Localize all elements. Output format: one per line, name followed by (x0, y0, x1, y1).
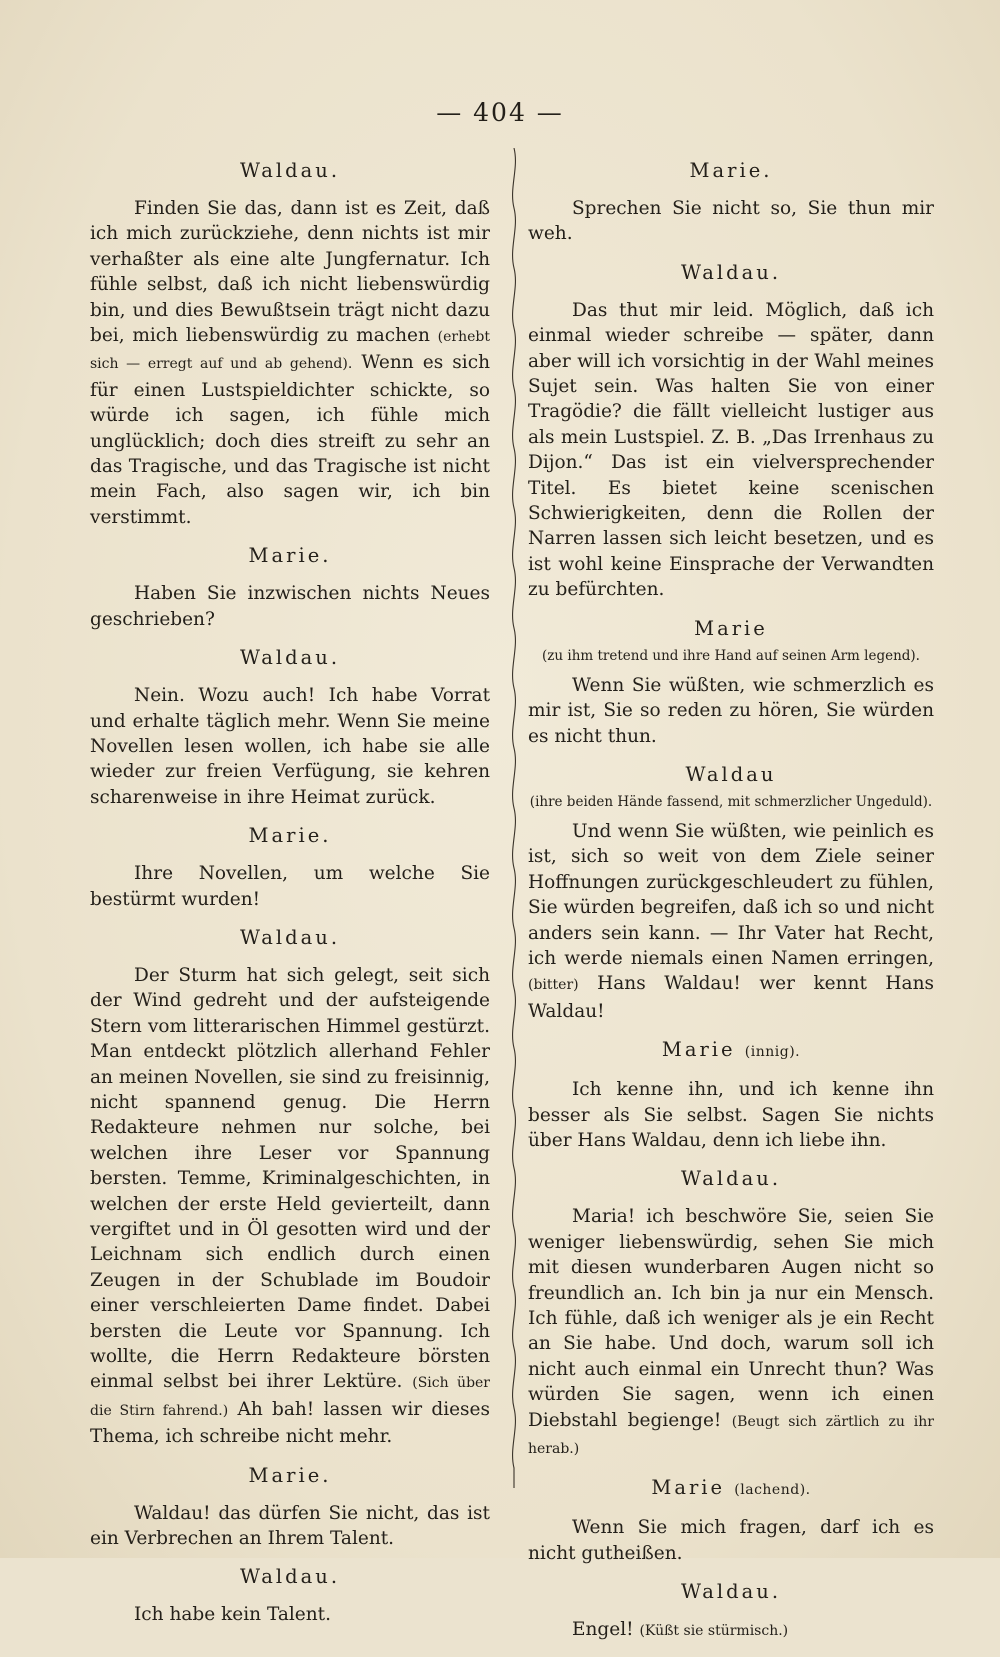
dialogue-text: Engel! (572, 1619, 634, 1641)
speaker-name (90, 644, 490, 672)
speaker-label: Marie. (248, 544, 332, 568)
speaker-label: Waldau. (680, 1580, 782, 1604)
speaker-name (90, 822, 490, 850)
speaker-label: Waldau. (239, 159, 341, 182)
dialogue-paragraph (90, 581, 490, 632)
stage-direction: (Beugt sich zärtlich zu ihr herab.) (528, 1413, 934, 1458)
dialogue-text: Hans Waldau! wer kennt Hans Waldau! (528, 973, 934, 1022)
speaker-label: Waldau. (239, 925, 341, 949)
speaker-label: Marie (651, 1476, 726, 1500)
speaker-name (90, 1462, 490, 1490)
speaker-label: Waldau. (680, 260, 782, 284)
speaker-name (528, 259, 934, 287)
dialogue-text: Ah bah! lassen wir dieses Thema, ich schreibe nicht mehr. (90, 1398, 490, 1448)
speaker-label: Waldau (685, 762, 777, 786)
speaker-label: Marie. (248, 824, 332, 848)
dialogue-text: Waldau! das dürfen Sie nicht, das ist ein Verbrechen an Ihrem Talent. (90, 1502, 490, 1550)
speaker-name (90, 924, 490, 952)
speaker-label: Marie. (248, 1463, 332, 1487)
speaker-name (528, 1165, 934, 1193)
speaker-label: Marie. (689, 159, 773, 182)
speaker-name (528, 1474, 934, 1504)
dialogue-text: Maria! ich beschwöre Sie, seien Sie weniger liebenswürdig, sehen Sie mich mit diesen wunderbaren Augen nicht so freundlich an. Ich bin ja nur ein Mensch. Ich fühle, daß ich weniger als je ein Recht an Sie habe. Und doch, warum soll ich nicht auch einmal ein Unrecht thun? Was würden Sie sagen, wenn ich einen Diebstahl begienge! (528, 1206, 934, 1431)
dialogue-text: Wenn es sich für einen Lustspieldichter schickte, so würde ich sagen, ich fühle mich unglücklich; doch dies streift zu sehr an das Tragische, und das Tragische ist nicht mein Fach, also sagen wir, ich bin verstimmt. (90, 352, 490, 528)
dialogue-text: Das thut mir leid. Möglich, daß ich einmal wieder schreibe — später, dann aber will ich vorsichtig in der Wahl meines Sujet sein. Was halten Sie von einer Tragödie? die fällt vielleicht lustiger aus als mein Lustspiel. Z. B. „Das Irrenhaus zu Dijon.“ Das ist ein vielversprechender Titel. Es bietet keine scenischen Schwierigkeiten, denn die Rollen der Narren lassen sich leicht besetzen, und es ist wohl keine Einsprache der Verwandten zu befürchten. (528, 299, 934, 601)
stage-direction: (Küßt sie stürmisch.) (639, 1623, 789, 1640)
dialogue-paragraph (90, 196, 490, 530)
dialogue-paragraph (90, 861, 490, 912)
dialogue-paragraph (528, 298, 934, 603)
dialogue-paragraph (90, 683, 490, 810)
dialogue-paragraph (90, 1501, 490, 1552)
dialogue-paragraph (528, 673, 934, 749)
left-column (90, 150, 490, 1640)
speaker-name (90, 1563, 490, 1591)
dialogue-paragraph (528, 1077, 934, 1153)
speaker-label: Waldau. (680, 1167, 782, 1191)
speaker-label: Waldau. (239, 646, 341, 670)
dialogue-text: Ihre Novellen, um welche Sie bestürmt wurden! (90, 863, 490, 910)
dialogue-text: Finden Sie das, dann ist es Zeit, daß ich mich zurückziehe, denn nichts ist mir verhaßter als eine alte Jungfernatur. Ich fühle selbst, daß ich nicht liebenswürdig bin, und dies Bewußtsein trägt nicht dazu bei, mich liebenswürdig zu machen (90, 198, 490, 347)
speaker-name (528, 615, 934, 643)
right-column (528, 150, 934, 1657)
stage-direction: (ihre beiden Hände fassend, mit schmerzlicher Ungeduld). (529, 793, 933, 810)
speaker-label: Waldau. (239, 1565, 341, 1589)
speaker-name (528, 761, 934, 789)
dialogue-paragraph (528, 1515, 934, 1566)
speaker-name (528, 1036, 934, 1066)
dialogue-paragraph (90, 1602, 490, 1627)
stage-direction: (innig). (744, 1044, 801, 1061)
column-divider (508, 148, 520, 1488)
stage-direction: (erhebt sich — erregt auf und ab gehend). (90, 329, 490, 373)
dialogue-paragraph (90, 963, 490, 1450)
dialogue-text: Ich kenne ihn, und ich kenne ihn besser als Sie selbst. Sagen Sie nichts über Hans Waldau, denn ich liebe ihn. (528, 1079, 934, 1151)
stage-direction: (lachend). (734, 1482, 811, 1499)
speaker-name (528, 157, 934, 185)
dialogue-text: Wenn Sie wüßten, wie schmerzlich es mir ist, Sie so reden zu hören, Sie würden es nicht thun. (528, 674, 934, 747)
dialogue-paragraph (528, 196, 934, 247)
stage-direction: (Sich über die Stirn fahrend.) (90, 1375, 491, 1419)
stage-direction: (zu ihm tretend und ihre Hand auf seinen Arm legend). (542, 647, 920, 664)
dialogue-text: Ich habe kein Talent. (134, 1604, 331, 1626)
dialogue-paragraph (528, 1617, 934, 1644)
dialogue-text: Sprechen Sie nicht so, Sie thun mir weh. (528, 198, 934, 245)
speaker-label: Marie (694, 616, 768, 640)
dialogue-text: Wenn Sie mich fragen, darf ich es nicht gutheißen. (528, 1517, 934, 1564)
speaker-name (90, 157, 490, 185)
dialogue-text: Und wenn Sie wüßten, wie peinlich es ist, sich so weit von dem Ziele seiner Hoffnungen zurückgeschleudert zu fühlen, Sie würden begreifen, daß ich so und nicht anders sein kann. — Ihr Vater hat Recht, ich werde niemals einen Namen erringen, (528, 820, 934, 969)
dialogue-paragraph (528, 1204, 934, 1462)
dialogue-text: Haben Sie inzwischen nichts Neues geschrieben? (90, 583, 490, 630)
dialogue-text: Nein. Wozu auch! Ich habe Vorrat und erhalte täglich mehr. Wenn Sie meine Novellen lesen wollen, ich habe sie alle wieder zur freien Verfügung, sie kehren scharenweise in ihre Heimat zurück. (90, 685, 490, 808)
speaker-name (90, 542, 490, 570)
dialogue-paragraph (528, 819, 934, 1024)
page-number: — 404 — (436, 98, 564, 127)
dialogue-text: Der Sturm hat sich gelegt, seit sich der Wind gedreht und der aufsteigende Stern vom litterarischen Himmel gestürzt. Man entdeckt plötzlich allerhand Fehler an meinen Novellen, sie sind zu freisinnig, nicht spannend genug. Die Herrn Redakteure nehmen nur solche, bei welchen ihre Leser vor Spannung bersten. Temme, Kriminalgeschichten, in welchen der erste Held gevierteilt, dann vergiftet und in Öl gesotten wird und der Leichnam sich endlich durch einen Zeugen in der Schublade im Boudoir einer verschleierten Dame findet. Dabei bersten die Leute vor Spannung. Ich wollte, die Herrn Redakteure börsten einmal selbst bei ihrer Lektüre. (90, 964, 490, 1393)
stage-direction: (bitter) (528, 977, 579, 994)
speaker-name (528, 1578, 934, 1606)
speaker-label: Marie (661, 1038, 736, 1062)
